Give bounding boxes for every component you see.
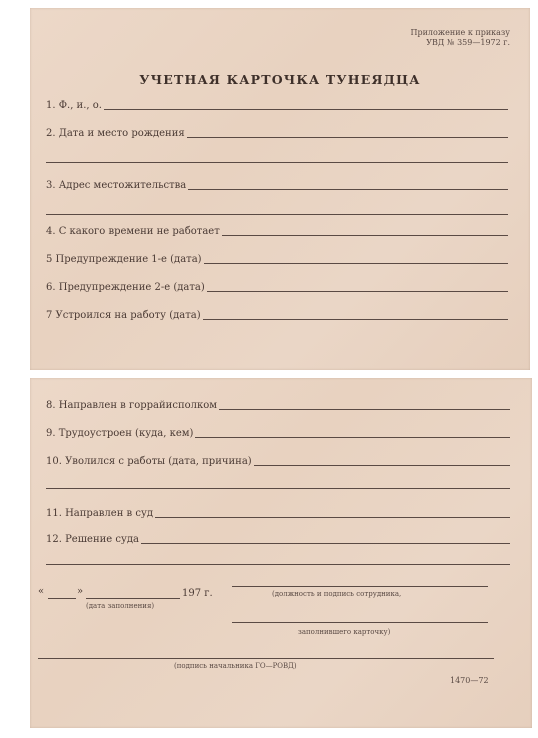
employee-caption-1: (должность и подпись сотрудника, — [272, 590, 402, 598]
field-label: 9. Трудоустроен (куда, кем) — [46, 428, 194, 439]
fill-line — [204, 263, 508, 264]
field-label: 5 Предупреждение 1-е (дата) — [46, 254, 202, 265]
field-address[interactable] — [46, 178, 508, 192]
field-label: 8. Направлен в горрайисполком — [46, 400, 218, 411]
field-label: 11. Направлен в суд — [46, 508, 153, 519]
employee-caption-2: заполнившего карточку) — [298, 628, 391, 636]
fill-line-extra[interactable] — [46, 488, 510, 489]
date-quote-open: « — [38, 586, 45, 597]
field-label: 1. Ф., и., о. — [46, 100, 102, 111]
field-birth[interactable] — [46, 126, 508, 140]
field-label: 10. Уволился с работы (дата, причина) — [46, 456, 252, 467]
year-text: 197 г. — [182, 588, 213, 599]
field-referred-executive[interactable] — [46, 398, 510, 412]
field-warning-1[interactable] — [46, 252, 508, 266]
card-front — [30, 8, 530, 370]
fill-line — [203, 319, 508, 320]
field-court-decision[interactable] — [46, 532, 510, 546]
fill-line-extra[interactable] — [46, 564, 510, 565]
field-label: 12. Решение суда — [46, 534, 139, 545]
order-note — [410, 28, 510, 48]
fill-line-extra[interactable] — [46, 162, 508, 163]
fill-line — [104, 109, 508, 110]
chief-caption: (подпись начальника ГО—РОВД) — [174, 662, 297, 670]
field-employed[interactable] — [46, 308, 508, 322]
fill-line-extra[interactable] — [46, 214, 508, 215]
fill-line — [254, 465, 510, 466]
field-label: 6. Предупреждение 2-е (дата) — [46, 282, 205, 293]
field-label: 4. С какого времени не работает — [46, 226, 220, 237]
field-not-working-since[interactable] — [46, 224, 508, 238]
date-month-line[interactable] — [86, 598, 180, 599]
fill-line — [188, 189, 508, 190]
order-note-line-2: УВД № 359—1972 г. — [426, 38, 510, 47]
chief-signature-line[interactable] — [38, 658, 494, 659]
fill-line — [187, 137, 508, 138]
card-back — [30, 378, 532, 728]
field-label: 2. Дата и место рождения — [46, 128, 185, 139]
fill-line — [219, 409, 510, 410]
order-note-line-1: Приложение к приказу — [410, 28, 510, 37]
fill-line — [141, 543, 510, 544]
form-number: 1470—72 — [450, 676, 489, 685]
field-court-referral[interactable] — [46, 506, 510, 520]
field-full-name[interactable] — [46, 98, 508, 112]
employee-signature-line-2[interactable] — [232, 622, 488, 623]
field-label: 7 Устроился на работу (дата) — [46, 310, 201, 321]
field-dismissed[interactable] — [46, 454, 510, 468]
date-caption: (дата заполнения) — [86, 602, 155, 610]
fill-line — [222, 235, 508, 236]
employee-signature-line[interactable] — [232, 586, 488, 587]
field-job-placement[interactable] — [46, 426, 510, 440]
fill-line — [207, 291, 508, 292]
fill-line — [195, 437, 510, 438]
date-quote-close: » — [77, 586, 84, 597]
date-day-line[interactable] — [48, 598, 76, 599]
field-warning-2[interactable] — [46, 280, 508, 294]
card-title: УЧЕТНАЯ КАРТОЧКА ТУНЕЯДЦА — [139, 72, 421, 87]
field-label: 3. Адрес местожительства — [46, 180, 187, 191]
fill-line — [155, 517, 510, 518]
